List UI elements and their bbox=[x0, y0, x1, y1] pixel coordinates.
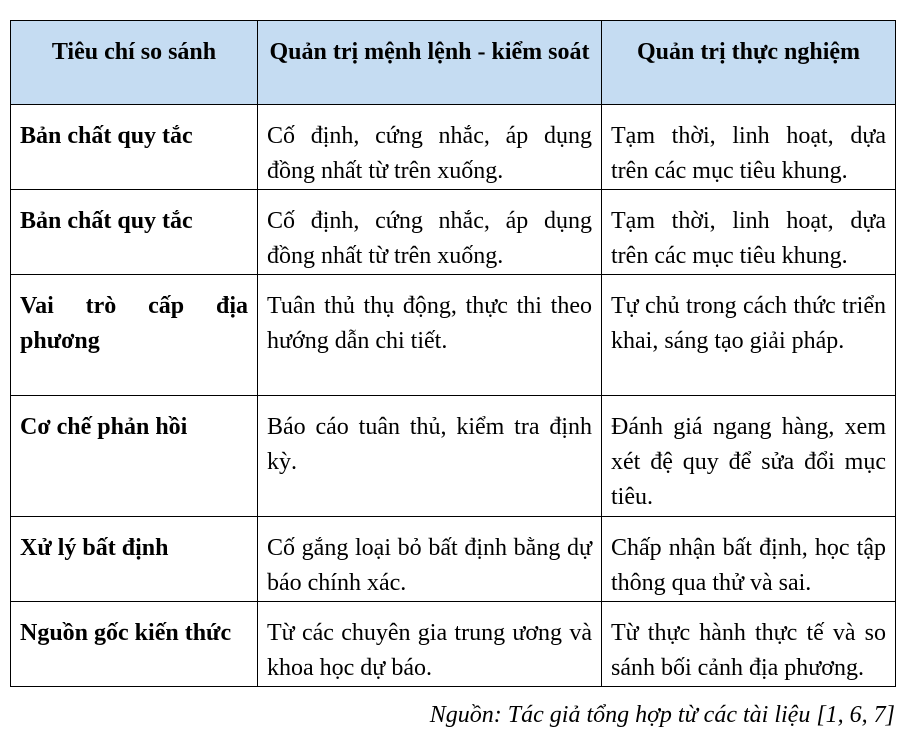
experimental-cell: Từ thực hành thực tế và so sánh bối cảnh địa phương. bbox=[602, 602, 896, 687]
criterion-cell: Nguồn gốc kiến thức bbox=[11, 602, 258, 687]
table-row bbox=[11, 190, 896, 275]
criterion-cell: Cơ chế phản hồi bbox=[11, 396, 258, 517]
criterion-cell: Vai trò cấp địa phương bbox=[11, 275, 258, 396]
source-caption: Nguồn: Tác giả tổng hợp từ các tài liệu [1, 6, 7] bbox=[429, 702, 895, 728]
criterion-cell: Xử lý bất định bbox=[11, 517, 258, 602]
comparison-table bbox=[10, 20, 896, 687]
header-experimental: Quản trị thực nghiệm bbox=[602, 21, 896, 105]
experimental-cell: Tự chủ trong cách thức triển khai, sáng tạo giải pháp. bbox=[602, 275, 896, 396]
experimental-cell: Tạm thời, linh hoạt, dựa trên các mục tiêu khung. bbox=[602, 105, 896, 190]
criterion-cell: Bản chất quy tắc bbox=[11, 190, 258, 275]
command-control-cell: Cố định, cứng nhắc, áp dụng đồng nhất từ trên xuống. bbox=[258, 190, 602, 275]
table-header bbox=[11, 21, 896, 105]
criterion-cell: Bản chất quy tắc bbox=[11, 105, 258, 190]
command-control-cell: Cố định, cứng nhắc, áp dụng đồng nhất từ trên xuống. bbox=[258, 105, 602, 190]
experimental-cell: Đánh giá ngang hàng, xem xét đệ quy để sửa đổi mục tiêu. bbox=[602, 396, 896, 517]
command-control-cell: Tuân thủ thụ động, thực thi theo hướng dẫn chi tiết. bbox=[258, 275, 602, 396]
table-body bbox=[11, 105, 896, 687]
table-row bbox=[11, 602, 896, 687]
command-control-cell: Báo cáo tuân thủ, kiểm tra định kỳ. bbox=[258, 396, 602, 517]
experimental-cell: Tạm thời, linh hoạt, dựa trên các mục tiêu khung. bbox=[602, 190, 896, 275]
table-row bbox=[11, 275, 896, 396]
table-row bbox=[11, 105, 896, 190]
header-row bbox=[11, 21, 896, 105]
header-command-control: Quản trị mệnh lệnh - kiểm soát bbox=[258, 21, 602, 105]
command-control-cell: Từ các chuyên gia trung ương và khoa học dự báo. bbox=[258, 602, 602, 687]
command-control-cell: Cố gắng loại bỏ bất định bằng dự báo chính xác. bbox=[258, 517, 602, 602]
header-criteria: Tiêu chí so sánh bbox=[11, 21, 258, 105]
table-row bbox=[11, 396, 896, 517]
experimental-cell: Chấp nhận bất định, học tập thông qua thử và sai. bbox=[602, 517, 896, 602]
table-row bbox=[11, 517, 896, 602]
